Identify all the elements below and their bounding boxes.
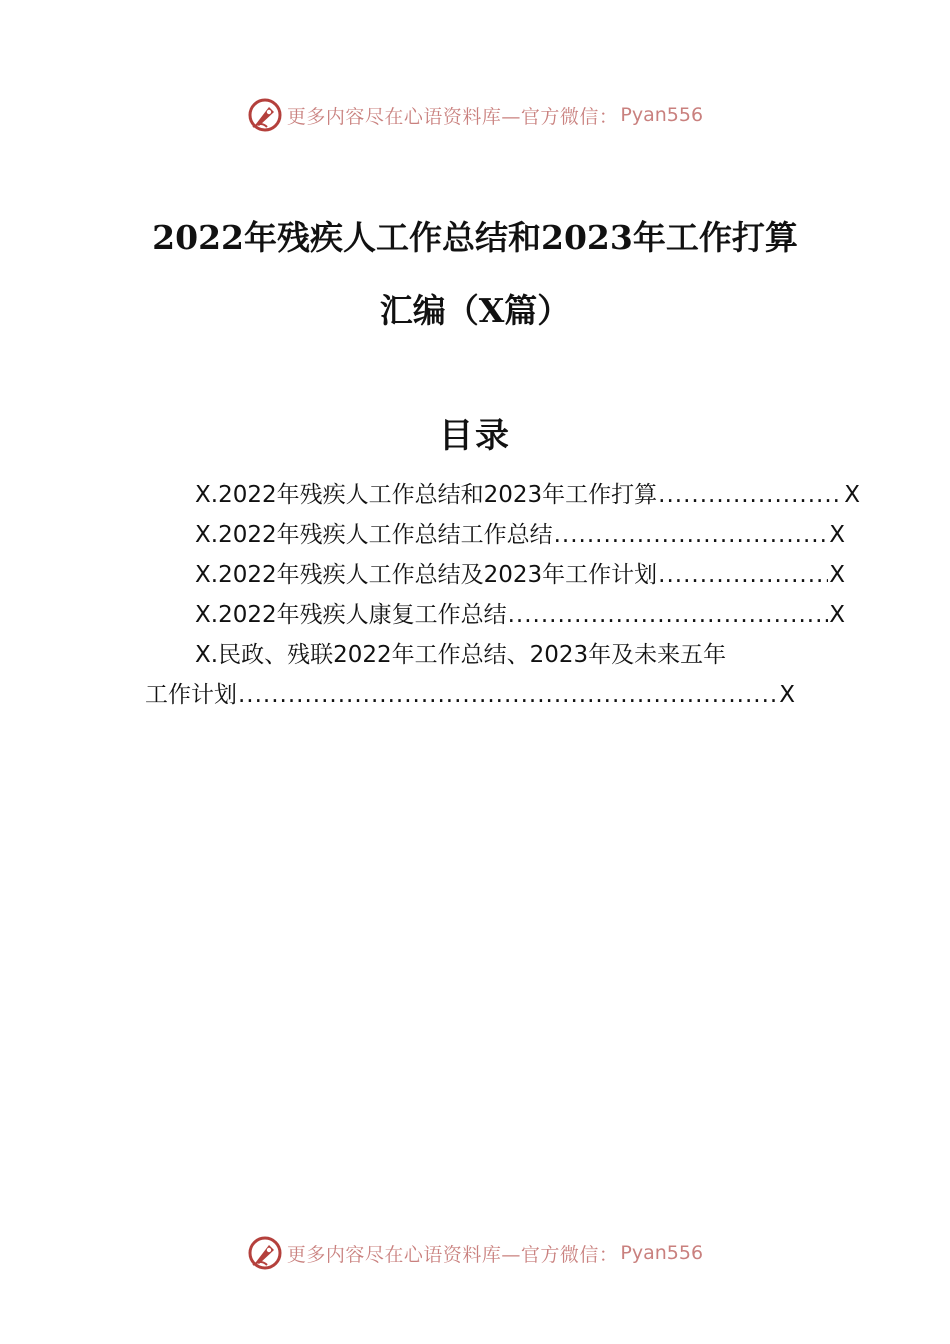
toc-leader-dots [554, 515, 829, 555]
toc-entry-page: X [829, 562, 845, 588]
toc-entry-title: X.2022年残疾人工作总结及2023年工作计划 [195, 562, 658, 588]
toc-entry-title: X.民政、残联2022年工作总结、2023年及未来五年 [195, 642, 727, 668]
toc-leader-dots [238, 675, 778, 715]
toc-entry[interactable] [145, 475, 860, 515]
watermark-text: 更多内容尽在心语资料库—官方微信： [286, 105, 619, 128]
toc-heading: 目录 [439, 416, 511, 456]
toc-entry-continued[interactable] [145, 675, 795, 715]
pen-nib-logo-icon [247, 1235, 283, 1271]
watermark-wechat-id: Pyan556 [620, 104, 704, 126]
toc-entry-title: X.2022年残疾人康复工作总结 [195, 602, 507, 628]
toc-leader-dots [658, 475, 843, 515]
toc-entry[interactable] [145, 555, 845, 595]
toc-entry-title: X.2022年残疾人工作总结工作总结 [195, 522, 553, 548]
watermark-text: 更多内容尽在心语资料库—官方微信： [286, 1243, 619, 1266]
toc-entry[interactable] [145, 595, 845, 635]
toc-entry[interactable] [145, 515, 845, 555]
toc-entry-wrapped-line[interactable] [145, 635, 810, 675]
footer-watermark [0, 1233, 950, 1273]
header-watermark [0, 95, 950, 135]
pen-nib-logo-icon [247, 97, 283, 133]
document-title-line-1: 2022年残疾人工作总结和2023年工作打算 [152, 218, 798, 257]
watermark-wechat-id: Pyan556 [620, 1242, 704, 1264]
toc-entry-title: X.2022年残疾人工作总结和2023年工作打算 [195, 482, 658, 508]
toc-entry-page: X [779, 682, 795, 708]
toc-entry-title-continued: 工作计划 [145, 682, 237, 708]
table-of-contents [145, 475, 860, 715]
document-title-line-2: 汇编（X篇） [379, 291, 571, 330]
toc-entry-page: X [844, 482, 860, 508]
toc-leader-dots [508, 595, 829, 635]
toc-entry-page: X [829, 522, 845, 548]
toc-entry-page: X [829, 602, 845, 628]
toc-leader-dots [658, 555, 828, 595]
